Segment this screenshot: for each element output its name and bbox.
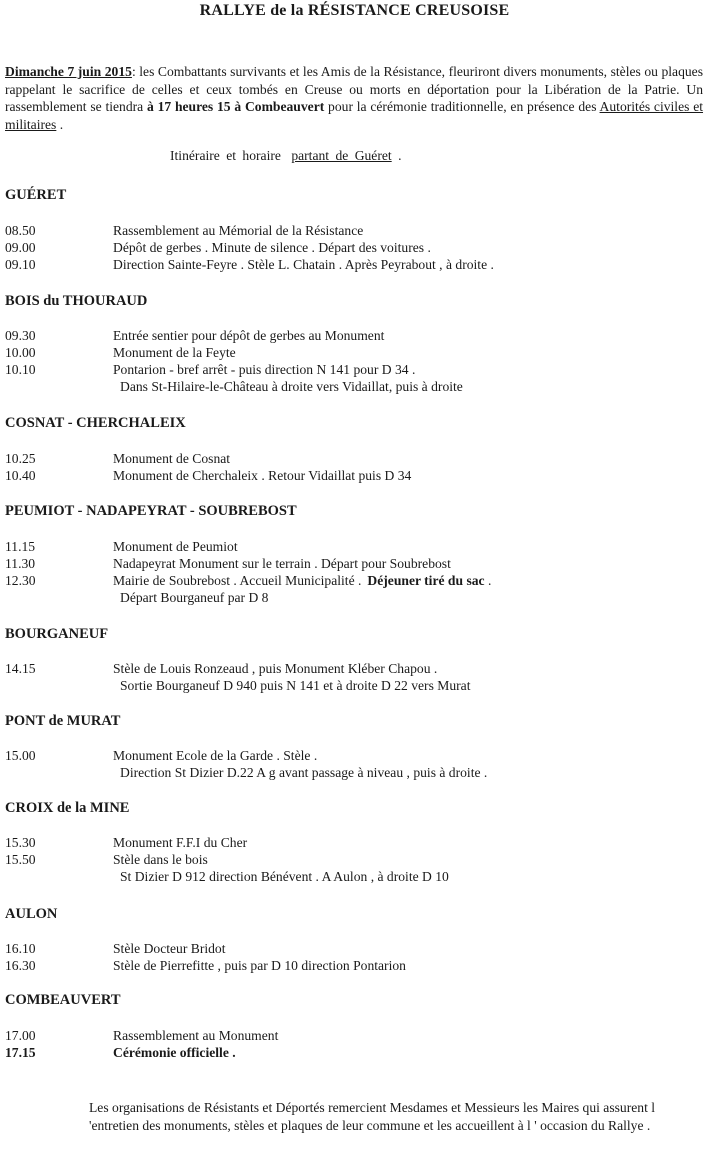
schedule-text: Nadapeyrat Monument sur le terrain . Départ pour Soubrebost: [113, 556, 451, 571]
schedule-row: [5, 834, 705, 851]
schedule-text: Mairie de Soubrebost . Accueil Municipalité .: [113, 573, 362, 588]
itinerary-line: [170, 148, 401, 164]
schedule-row: [5, 940, 705, 957]
schedule-description: [113, 538, 238, 555]
schedule-time: 15.50: [5, 852, 36, 867]
schedule-description: [113, 327, 384, 344]
schedule-row: [5, 361, 705, 378]
schedule-text: Direction St Dizier D.22 A g avant passage à niveau , puis à droite .: [120, 765, 488, 780]
lunch-note: Déjeuner tiré du sac: [367, 573, 485, 588]
section-heading: PEUMIOT - NADAPEYRAT - SOUBREBOST: [5, 503, 297, 519]
schedule-text: Sortie Bourganeuf D 940 puis N 141 et à droite D 22 vers Murat: [120, 678, 471, 693]
schedule-row: [5, 1027, 705, 1044]
schedule-row: [5, 747, 705, 764]
schedule-text: Stèle Docteur Bridot: [113, 941, 226, 956]
schedule-row: [5, 239, 705, 256]
schedule-text: Monument Ecole de la Garde . Stèle .: [113, 748, 318, 763]
section-heading: GUÉRET: [5, 187, 67, 203]
schedule-text: Monument de Cosnat: [113, 451, 231, 466]
itinerary-label: Itinéraire et horaire: [170, 148, 281, 163]
schedule-time: 15.30: [5, 835, 36, 850]
schedule-time: 10.00: [5, 345, 36, 360]
schedule-time: 11.15: [5, 539, 36, 554]
itinerary-end: .: [391, 148, 402, 163]
section-heading: BOURGANEUF: [5, 626, 109, 642]
schedule-time: 10.10: [5, 362, 36, 377]
schedule-text: Rassemblement au Mémorial de la Résistance: [113, 223, 364, 238]
schedule-text: St Dizier D 912 direction Bénévent . A Aulon , à droite D 10: [120, 869, 449, 884]
intro-paragraph: [5, 63, 703, 133]
schedule-description: [113, 555, 451, 572]
schedule-description: [120, 764, 487, 781]
schedule-row: [5, 957, 705, 974]
lunch-note-end: .: [484, 573, 492, 588]
schedule-text: Monument F.F.I du Cher: [113, 835, 248, 850]
schedule-description: [113, 1027, 278, 1044]
schedule-description: [113, 450, 230, 467]
schedule-row: [5, 1044, 705, 1061]
schedule-text: Monument de Peumiot: [113, 539, 238, 554]
schedule-time: 10.40: [5, 468, 36, 483]
schedule-time: 10.25: [5, 451, 36, 466]
schedule-text: Direction Sainte-Feyre . Stèle L. Chatain . Après Peyrabout , à droite .: [113, 257, 494, 272]
document-title: RALLYE de la RÉSISTANCE CREUSOISE: [199, 2, 510, 19]
schedule-description: [113, 940, 226, 957]
schedule-row: [5, 660, 705, 677]
schedule-text: Monument de Cherchaleix . Retour Vidaillat puis D 34: [113, 468, 412, 483]
itinerary-origin: partant de Guéret: [291, 148, 392, 163]
schedule-text: Entrée sentier pour dépôt de gerbes au Monument: [113, 328, 385, 343]
schedule-text: Pontarion - bref arrêt - puis direction N 141 pour D 34 .: [113, 362, 416, 377]
schedule-row: [5, 851, 705, 868]
schedule-time: 16.10: [5, 941, 36, 956]
schedule-text: Stèle de Louis Ronzeaud , puis Monument Kléber Chapou .: [113, 661, 438, 676]
schedule-time: 09.10: [5, 257, 36, 272]
gathering-time: à 17 heures 15 à Combeauvert: [146, 99, 325, 115]
schedule-time: 09.00: [5, 240, 36, 255]
schedule-time: 11.30: [5, 556, 36, 571]
schedule-row: [5, 538, 705, 555]
schedule-description: [113, 660, 437, 677]
section-heading: BOIS du THOURAUD: [5, 293, 148, 309]
schedule-time: 15.00: [5, 748, 36, 763]
schedule-text: Cérémonie officielle .: [113, 1045, 236, 1060]
schedule-row: [5, 344, 705, 361]
schedule-description: [113, 1044, 236, 1061]
schedule-description: [113, 834, 247, 851]
schedule-description: [113, 222, 363, 239]
schedule-row: [5, 450, 705, 467]
schedule-description: [113, 344, 236, 361]
schedule-description: [120, 868, 449, 885]
schedule-text: Dépôt de gerbes . Minute de silence . Départ des voitures .: [113, 240, 431, 255]
schedule-time: 12.30: [5, 573, 36, 588]
schedule-continuation: [5, 378, 705, 395]
schedule-description: [113, 957, 406, 974]
schedule-row: [5, 327, 705, 344]
section-heading: AULON: [5, 906, 58, 922]
schedule-description: [120, 589, 268, 606]
event-date: Dimanche 7 juin 2015: [5, 64, 132, 79]
schedule-row: [5, 256, 705, 273]
section-heading: COSNAT - CHERCHALEIX: [5, 415, 186, 431]
schedule-description: [120, 677, 470, 694]
schedule-description: [113, 851, 208, 868]
schedule-time: 08.50: [5, 223, 36, 238]
schedule-description: [113, 467, 411, 484]
schedule-time: 14.15: [5, 661, 36, 676]
schedule-row: [5, 555, 705, 572]
schedule-row: [5, 222, 705, 239]
schedule-continuation: [5, 677, 705, 694]
schedule-time: 16.30: [5, 958, 36, 973]
section-heading: CROIX de la MINE: [5, 800, 130, 816]
schedule-description: [113, 747, 317, 764]
schedule-time: 09.30: [5, 328, 36, 343]
intro-text-1: : les Combattants survivants et les Amis de la Résistance, fleuriront divers monuments, stèles ou plaques rappelant le sacrifice de celles et ceux tombés en Creuse ou morts en déportation pour la Libération de la Patrie. Un rassemblement se tiendra: [5, 64, 703, 115]
section-heading: COMBEAUVERT: [5, 992, 121, 1008]
schedule-row: [5, 467, 705, 484]
schedule-time: 17.15: [5, 1045, 36, 1060]
schedule-continuation: [5, 589, 705, 606]
authorities-text: Autorités civiles et militaires: [5, 99, 704, 132]
schedule-text: Monument de la Feyte: [113, 345, 236, 360]
schedule-description: [113, 239, 431, 256]
schedule-description: [113, 572, 491, 589]
schedule-time: 17.00: [5, 1028, 36, 1043]
schedule-text: Stèle dans le bois: [113, 852, 208, 867]
schedule-continuation: [5, 868, 705, 885]
schedule-continuation: [5, 764, 705, 781]
intro-text-2: pour la cérémonie traditionnelle, en présence des: [324, 99, 600, 115]
intro-end: .: [56, 116, 64, 132]
schedule-row: [5, 572, 705, 589]
schedule-text: Départ Bourganeuf par D 8: [120, 590, 269, 605]
schedule-description: [113, 361, 415, 378]
schedule-text: Dans St-Hilaire-le-Château à droite vers Vidaillat, puis à droite: [120, 379, 463, 394]
schedule-description: [113, 256, 494, 273]
schedule-text: Rassemblement au Monument: [113, 1028, 279, 1043]
schedule-description: [120, 378, 463, 395]
closing-paragraph: Les organisations de Résistants et Déportés remercient Mesdames et Messieurs les Maires qui assurent l 'entretien des monuments, stèles et plaques de leur commune et les accueillent à l ' occasion du Rallye .: [89, 1100, 656, 1133]
schedule-text: Stèle de Pierrefitte , puis par D 10 direction Pontarion: [113, 958, 406, 973]
section-heading: PONT de MURAT: [5, 713, 121, 729]
